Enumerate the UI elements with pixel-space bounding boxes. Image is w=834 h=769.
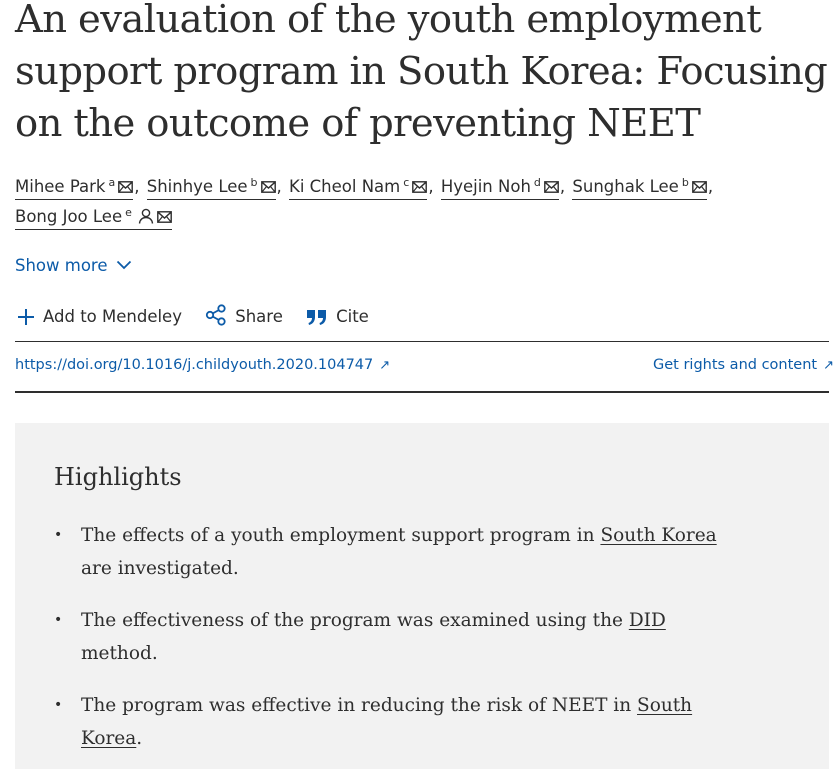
bullet: • bbox=[54, 697, 63, 713]
envelope-icon bbox=[692, 181, 707, 193]
author-list bbox=[15, 172, 815, 232]
author-name: Shinhye Lee bbox=[146, 177, 248, 196]
highlight-text: The program was effective in reducing the risk of NEET in bbox=[81, 695, 638, 716]
get-rights-link[interactable] bbox=[653, 357, 834, 373]
highlight-text: are investigated. bbox=[81, 558, 239, 579]
rights-label: Get rights and content bbox=[653, 357, 818, 373]
share-button[interactable] bbox=[205, 304, 283, 326]
cite-button[interactable] bbox=[306, 307, 369, 326]
show-more-label: Show more bbox=[15, 256, 108, 275]
highlight-text: method. bbox=[81, 643, 158, 664]
author-line: Mihee Park $^a$ , Shinhye Lee $^b$ , Ki Cheol Nam $^c$ , Hyejin Noh $^d$ , Sunghak Lee $^b$ , bbox=[15, 172, 815, 202]
topic-link-did[interactable]: DID bbox=[628, 610, 666, 631]
external-link-icon: ↗ bbox=[823, 358, 834, 373]
affiliation-marker: a bbox=[108, 176, 116, 189]
author-sunghak-lee[interactable] bbox=[572, 172, 706, 200]
divider bbox=[15, 391, 829, 393]
envelope-icon bbox=[261, 181, 276, 193]
add-to-mendeley-button[interactable] bbox=[17, 307, 182, 326]
plus-icon bbox=[17, 308, 35, 326]
person-icon bbox=[138, 208, 154, 224]
highlights-heading: Highlights bbox=[54, 463, 182, 491]
author-name: Ki Cheol Nam bbox=[289, 177, 401, 196]
share-label: Share bbox=[235, 307, 283, 326]
bullet: • bbox=[54, 612, 63, 628]
quote-icon bbox=[306, 308, 328, 326]
affiliation-marker: e bbox=[125, 206, 132, 219]
topic-link-south-korea[interactable]: South Korea bbox=[600, 525, 717, 546]
topic-link-south-korea[interactable]: South bbox=[637, 695, 693, 716]
cite-label: Cite bbox=[336, 307, 369, 326]
share-icon bbox=[205, 304, 227, 326]
article-actions bbox=[17, 304, 387, 326]
doi-label: https://doi.org/10.1016/j.childyouth.2020.104747 bbox=[15, 357, 374, 373]
affiliation-marker: b bbox=[681, 176, 689, 189]
author-ki-cheol-nam[interactable] bbox=[289, 172, 427, 200]
envelope-icon bbox=[118, 181, 133, 193]
author-name: Mihee Park bbox=[15, 177, 106, 196]
author-name: Sunghak Lee bbox=[572, 177, 679, 196]
author-hyejin-noh[interactable] bbox=[441, 172, 559, 200]
divider bbox=[15, 341, 829, 342]
highlight-text: The effects of a youth employment support program in bbox=[81, 525, 601, 546]
author-mihee-park[interactable] bbox=[15, 172, 133, 200]
author-bong-joo-lee[interactable] bbox=[15, 202, 172, 230]
envelope-icon bbox=[157, 211, 172, 223]
title-line: An evaluation of the youth employment bbox=[15, 0, 762, 42]
title-line: support program in South Korea: Focusing bbox=[15, 49, 828, 94]
highlight-text: . bbox=[136, 728, 143, 749]
external-link-icon: ↗ bbox=[379, 358, 391, 373]
article-title bbox=[15, 0, 828, 150]
highlight-text: The effectiveness of the program was examined using the bbox=[81, 610, 629, 631]
envelope-icon bbox=[544, 181, 559, 193]
bullet: • bbox=[54, 527, 63, 543]
add-to-mendeley-label: Add to Mendeley bbox=[43, 307, 182, 326]
affiliation-marker: c bbox=[403, 176, 410, 189]
author-shinhye-lee[interactable] bbox=[147, 172, 276, 200]
envelope-icon bbox=[412, 181, 427, 193]
chevron-down-icon bbox=[116, 260, 132, 270]
show-more-button[interactable] bbox=[15, 256, 132, 275]
doi-link[interactable] bbox=[15, 357, 390, 373]
topic-link-south-korea[interactable]: Korea bbox=[81, 728, 137, 749]
author-name: Hyejin Noh bbox=[440, 177, 531, 196]
affiliation-marker: b bbox=[250, 176, 258, 189]
affiliation-marker: d bbox=[533, 176, 541, 189]
author-line bbox=[15, 202, 815, 232]
title-line: on the outcome of preventing NEET bbox=[15, 101, 701, 146]
author-name: Bong Joo Lee bbox=[15, 207, 123, 226]
highlights-section bbox=[15, 423, 829, 769]
